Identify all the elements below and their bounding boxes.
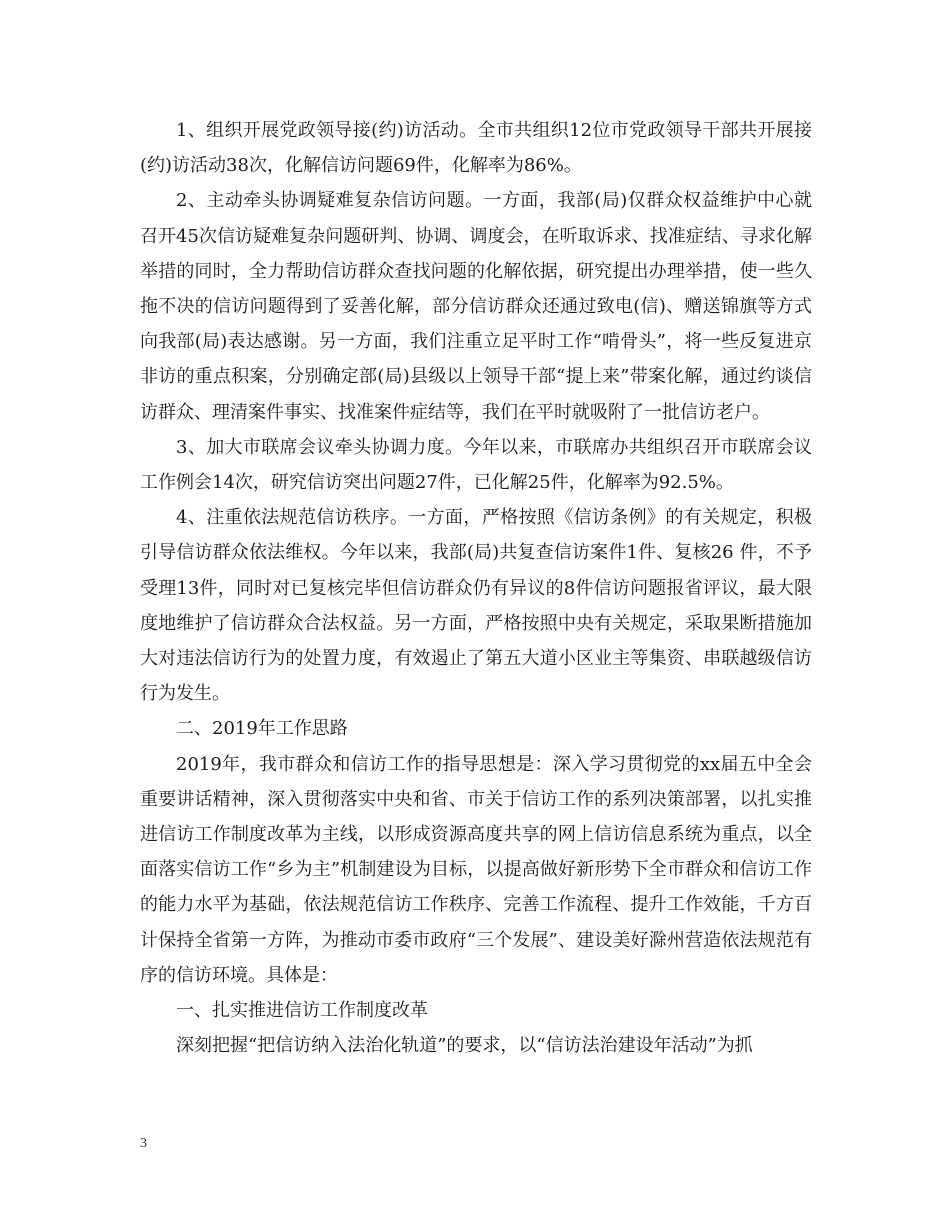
paragraph-reform-intro: 深刻把握“把信访纳入法治化轨道”的要求，以“信访法治建设年活动”为抓 bbox=[176, 1035, 753, 1057]
paragraph-item-4: 4、注重依法规范信访秩序。一方面，严格按照《信访条例》的有关规定，积极引导信访群众依法维权。今年以来，我部(局)共复查信访案件1件、复核26 件，不予受理13件，同时对已复核完毕但信访群众仍有异议的8件信访问题报省评议，最大限度地维护了信访群众合法权益。另一方面，严格按照中央有关规定，采取果断措施加大对违法信访行为的处置力度，有效遏止了第五大道小区业主等集资、串联越级信访行为发生。 bbox=[140, 507, 812, 705]
document-body bbox=[140, 113, 812, 1063]
subheading-reform: 一、扎实推进信访工作制度改革 bbox=[176, 1000, 428, 1022]
section-heading-2019: 二、2019年工作思路 bbox=[176, 718, 348, 740]
paragraph-item-2: 2、主动牵头协调疑难复杂信访问题。一方面，我部(局)仅群众权益维护中心就召开45次信访疑难复杂问题研判、协调、调度会，在听取诉求、找准症结、寻求化解举措的同时，全力帮助信访群众查找问题的化解依据，研究提出办理举措，使一些久拖不决的信访问题得到了妥善化解，部分信访群众还通过致电(信)、赠送锦旗等方式向我部(局)表达感谢。另一方面，我们注重立足平时工作“啃骨头”，将一些反复进京非访的重点积案，分别确定部(局)县级以上领导干部“提上来”带案化解，通过约谈信访群众、理清案件事实、找准案件症结等，我们在平时就吸附了一批信访老户。 bbox=[140, 190, 812, 423]
page-number: 3 bbox=[140, 1136, 147, 1151]
paragraph-guiding-thought: 2019年，我市群众和信访工作的指导思想是：深入学习贯彻党的xx届五中全会重要讲话精神，深入贯彻落实中央和省、市关于信访工作的系列决策部署，以扎实推进信访工作制度改革为主线，以形成资源高度共享的网上信访信息系统为重点，以全面落实信访工作“乡为主”机制建设为目标，以提高做好新形势下全市群众和信访工作的能力水平为基础，依法规范信访工作秩序、完善工作流程、提升工作效能，千方百计保持全省第一方阵，为推动市委市政府“三个发展”、建设美好滁州营造依法规范有序的信访环境。具体是： bbox=[140, 753, 812, 986]
paragraph-item-1: 1、组织开展党政领导接(约)访活动。全市共组织12位市党政领导干部共开展接(约)访活动38次，化解信访问题69件，化解率为86%。 bbox=[140, 120, 812, 177]
paragraph-item-3: 3、加大市联席会议牵头协调力度。今年以来，市联席办共组织召开市联席会议工作例会14次，研究信访突出问题27件，已化解25件，化解率为92.5%。 bbox=[140, 436, 812, 494]
